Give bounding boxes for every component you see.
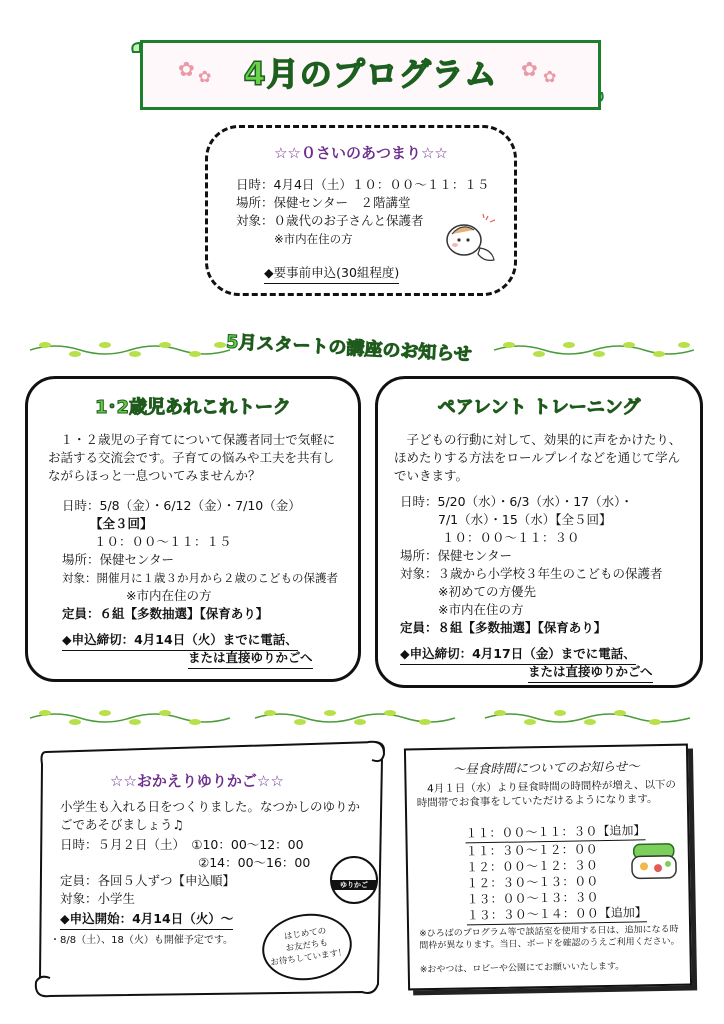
lunch-note-2: ※おやつは、ロビーや公園にてお願いいたします。	[419, 961, 625, 976]
lunch-title: ～昼食時間についてのお知らせ～	[452, 758, 640, 777]
yurikago-logo-text: ゆりかご	[332, 880, 376, 890]
cherry-blossom-icon: ✿	[198, 67, 212, 86]
talk-target: 対象：開催月に１歳３か月から２歳のこどもの保護者	[62, 571, 338, 585]
lunch-slot: １２：００～１２：３０	[465, 858, 599, 875]
vine-decoration-lower	[30, 706, 700, 728]
event-0sai-note: ※市内在住の方	[274, 232, 353, 246]
lunch-slot: １１：３０～１２：００	[465, 842, 598, 859]
event-0sai-box	[205, 125, 517, 296]
cherry-blossom-icon: ✿	[178, 57, 195, 81]
talk-deadline-2: または直接ゆりかごへ	[188, 649, 313, 669]
yurikago-logo	[330, 856, 378, 904]
event-0sai-apply: ◆要事前申込(30組程度)	[264, 264, 399, 284]
page-title: 4月のプログラム	[243, 55, 498, 93]
okaeri-target: 対象：小学生	[60, 891, 136, 906]
okaeri-apply: ◆申込開始：4月14日（火）～	[60, 910, 233, 930]
lunch-notice-box	[404, 744, 692, 991]
parent-training-date-2: 7/1（水）・15（水）【全５回】	[438, 512, 612, 527]
okaeri-title: ☆☆おかえりゆりかご☆☆	[110, 772, 284, 790]
parent-training-note-2: ※市内在住の方	[438, 602, 524, 617]
lunch-slot-added: １１：００～１１：３０【追加】	[465, 822, 645, 843]
event-0sai-target: 対象：０歳代のお子さんと保護者	[236, 213, 424, 228]
parent-training-title: ペアレント トレーニング	[437, 397, 641, 418]
parent-training-note-1: ※初めての方優先	[438, 584, 536, 599]
talk-desc: １・２歳児の子育てについて保護者同士で気軽にお話する交流会です。子育ての悩みや工夫を共有しながらほっと一息ついてみませんか？	[48, 432, 336, 483]
talk-title: 1･2歳児あれこれトーク	[94, 397, 292, 418]
okaeri-date: 日時：５月２日（土） ①10：00～12：00	[60, 837, 304, 852]
lunch-slot: １２：３０～１３：００	[466, 874, 599, 891]
event-0sai-place: 場所：保健センター ２階講堂	[236, 195, 411, 210]
parent-training-target: 対象：３歳から小学校３年生のこどもの保護者	[400, 566, 663, 581]
okaeri-note: ・8/8（土）、18（火）も開催予定です。	[50, 935, 234, 946]
talk-time: １０：００～１１：１５	[94, 534, 232, 549]
parent-training-desc: 子どもの行動に対して、効果的に声をかけたり、ほめたりする方法をロールプレイなどを通じて学んでいきます。	[394, 432, 682, 483]
lunch-slot: １３：００～１３：３０	[466, 890, 599, 907]
baby-illustration	[440, 214, 500, 266]
parent-training-date: 日時：5/20（水）・6/3（水）・17（水）・	[400, 494, 633, 509]
talk-date: 日時：5/8（金）・6/12（金）・7/10（金）	[62, 498, 301, 513]
okaeri-desc: 小学生も入れる日をつくりました。なつかしのゆりかごであそびましょう♫	[60, 799, 361, 832]
vine-decoration-right	[494, 338, 694, 360]
parent-training-time: １０：００～１１：３０	[442, 530, 580, 545]
talk-capacity: 定員：６組【多数抽選】【保育あり】	[62, 606, 269, 621]
bento-box-illustration	[628, 838, 681, 883]
parent-training-place: 場所：保健センター	[400, 548, 513, 563]
parent-training-deadline-2: または直接ゆりかごへ	[528, 663, 653, 683]
lunch-slot-added: １３：３０～１４：００【追加】	[467, 904, 647, 925]
vine-decoration-left	[30, 338, 230, 360]
talk-deadline: ◆申込締切：4月14日（火）までに電話、	[62, 631, 298, 651]
lunch-desc: 4月１日（水）より昼食時間の時間枠が増え、以下の時間帯でお食事をしていただけるようになります。	[416, 778, 677, 810]
okaeri-date-2: ②14：00～16：00	[198, 855, 311, 870]
event-0sai-title: ☆☆０さいのあつまり☆☆	[274, 144, 448, 162]
talk-note: ※市内在住の方	[126, 588, 212, 603]
lunch-slots	[465, 822, 647, 925]
lunch-note-1: ※ひろばのプログラム等で談話室を使用する日は、追加になる時間枠が異なります。当日、ボードを確認のうえご利用ください。	[419, 924, 680, 952]
cherry-blossom-icon: ✿	[521, 57, 538, 81]
parent-training-deadline: ◆申込締切：4月17日（金）までに電話、	[400, 645, 636, 665]
cherry-blossom-icon: ✿	[543, 67, 557, 86]
title-banner	[140, 40, 601, 110]
may-courses-heading: 5月スタートの講座のお知らせ	[225, 331, 473, 366]
event-0sai-date: 日時：4月4日（土）１０：００～１１：１５	[236, 177, 490, 192]
parent-training-capacity: 定員：８組【多数抽選】【保育あり】	[400, 620, 607, 635]
parent-training-card	[375, 376, 703, 688]
talk-sessions: 【全３回】	[90, 516, 153, 531]
talk-card	[25, 376, 361, 682]
speech-bubble-text: はじめての お友だちも お待ちしています！	[269, 926, 348, 969]
talk-place: 場所：保健センター	[62, 552, 175, 567]
okaeri-capacity: 定員：各回５人ずつ【申込順】	[60, 873, 236, 888]
